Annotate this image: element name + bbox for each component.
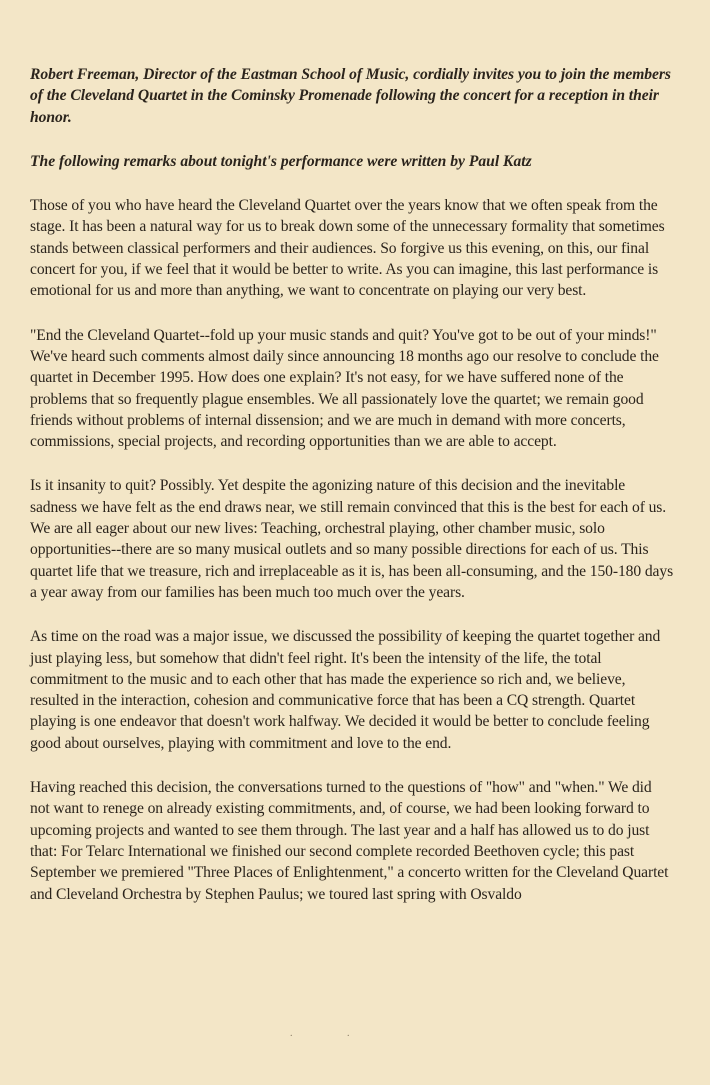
paragraph-5: Having reached this decision, the conversations turned to the questions of "how" and "when." We did not want to renege on already existing commitments, and, of course, we had been looking forward to upcoming projects and wanted to see them through. The last year and a half has allowed us to do just that: For Telarc International we finished our second complete recorded Beethoven cycle; this past September we premiered "Three Places of Enlightenment," a concerto written for the Cleveland Quartet and Cleveland Orchestra by Stephen Paulus; we toured last spring with Osvaldo	[30, 779, 669, 903]
reception-invitation: Robert Freeman, Director of the Eastman School of Music, cordially invites you to join the members of the Cleveland Quartet in the Cominsky Promenade following the concert for a reception in their honor.	[30, 66, 671, 126]
paragraph-4: As time on the road was a major issue, we discussed the possibility of keeping the quartet together and just playing less, but somehow that didn't feel right. It's been the intensity of the life, the total commitment to the music and to each other that has made the experience so rich and, we believe, resulted in the interaction, cohesion and communicative force that has been a CQ strength. Quartet playing is one endeavor that doesn't work halfway. We decided it would be better to conclude feeling good about ourselves, playing with commitment and love to the end.	[30, 628, 661, 752]
paragraph-3: Is it insanity to quit? Possibly. Yet despite the agonizing nature of this decision and the inevitable sadness we have felt as the end draws near, we still remain convinced that this is the best for each of us. We are all eager about our new lives: Teaching, orchestral playing, other chamber music, solo opportunities--there are so many musical outlets and so many possible directions for each of us. This quartet life that we treasure, rich and irreplaceable as it is, has been all-consuming, and the 150-180 days a year away from our families has been much too much over the years.	[30, 477, 674, 601]
paragraph-1: Those of you who have heard the Cleveland Quartet over the years know that we often speak from the stage. It has been a natural way for us to break down some of the unnecessary formality that sometimes stands between classical performers and their audiences. So forgive us this evening, on this, our final concert for you, if we feel that it would be better to write. As you can imagine, this last performance is emotional for us and more than anything, we want to concentrate on playing our very best.	[30, 197, 665, 300]
remarks-heading: The following remarks about tonight's performance were written by Paul Katz	[30, 152, 532, 170]
page-footer-marks: . .	[290, 1028, 376, 1039]
paragraph-2: "End the Cleveland Quartet--fold up your music stands and quit? You've got to be out of your minds!" We've heard such comments almost daily since announcing 18 months ago our resolve to conclude the quartet in December 1995. How does one explain? It's not easy, for we have suffered none of the problems that so frequently plague ensembles. We all passionately love the quartet; we remain good friends without problems of internal dissension; and we are much in demand with more concerts, commissions, special projects, and recording opportunities than we are able to accept.	[30, 326, 659, 451]
